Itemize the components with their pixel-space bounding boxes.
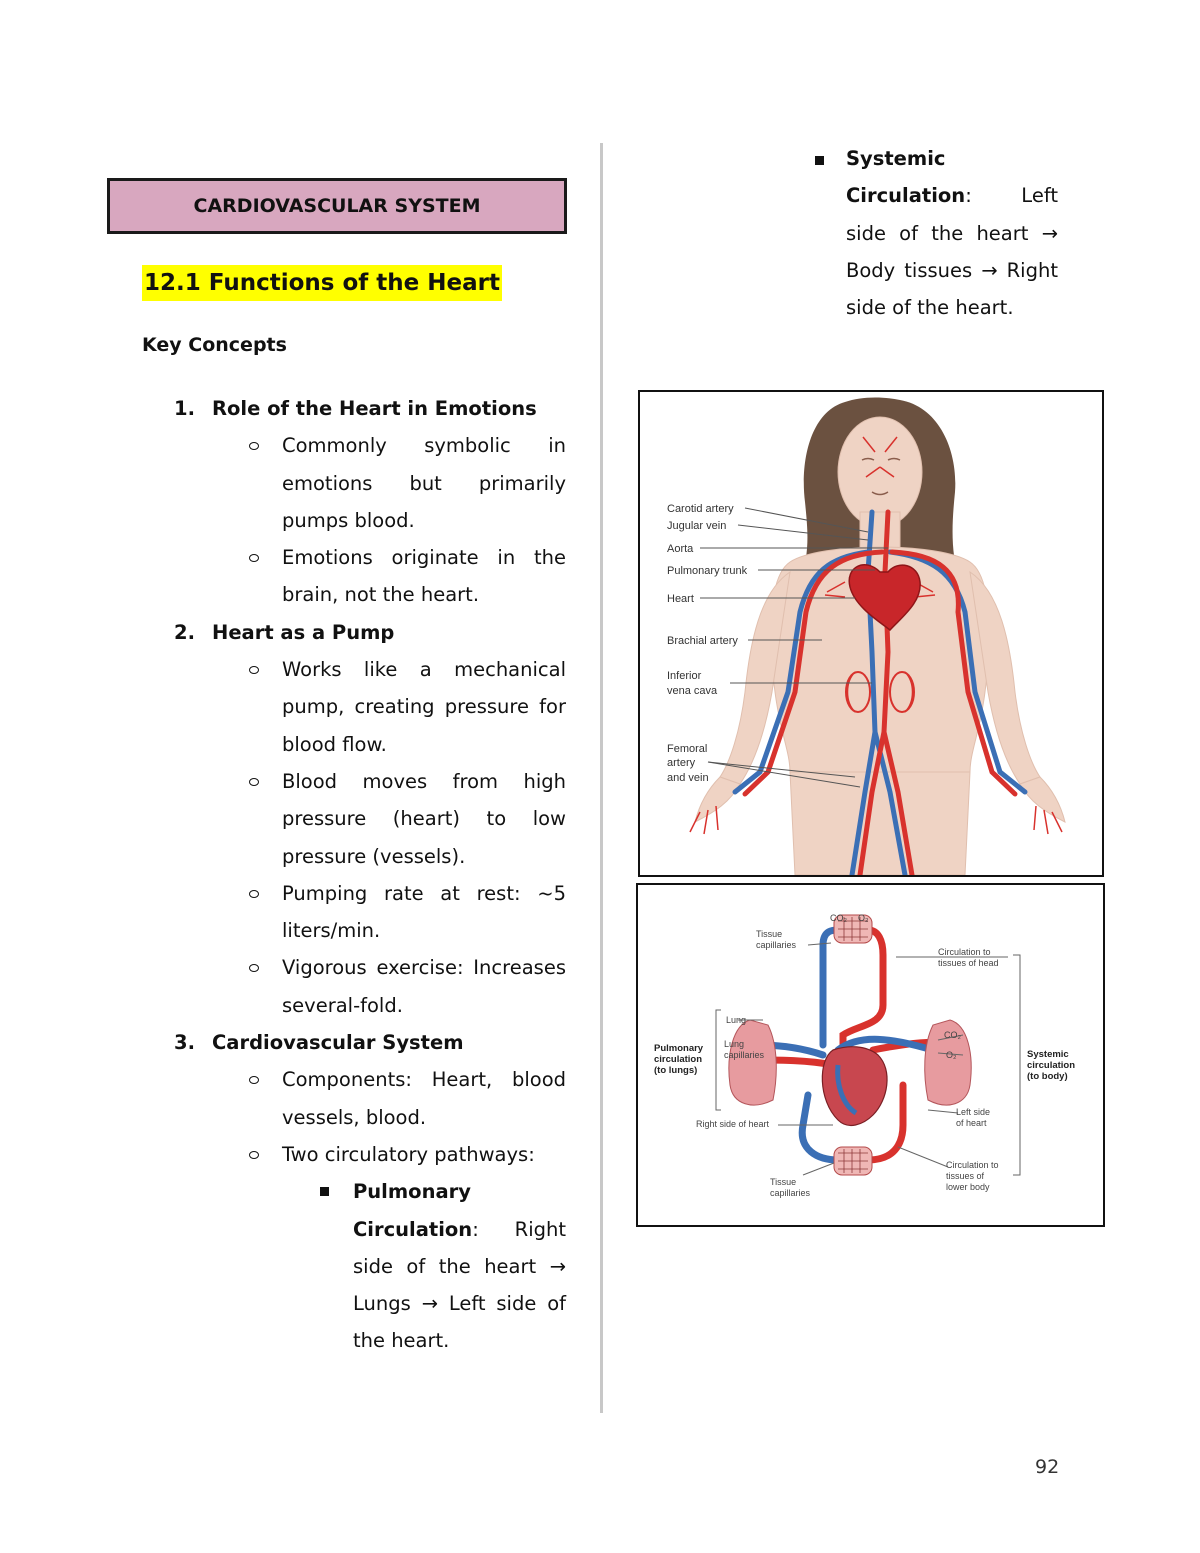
list-item (142, 949, 566, 1024)
pathway-pulmonary (142, 1173, 566, 1359)
key-concepts-heading: Key Concepts (142, 334, 287, 356)
concept-number: 3. (174, 1031, 195, 1055)
list-item (142, 427, 566, 539)
label-tissue-capillaries-bottom-2: capillaries (770, 1188, 811, 1198)
label-co2-top: CO₂ (830, 913, 847, 923)
pathway-systemic (846, 140, 1058, 326)
list-item (142, 875, 566, 950)
label-femoral: Femoral (667, 743, 708, 755)
label-systemic-circulation-3: (to body) (1027, 1071, 1068, 1082)
circle-bullet-icon (249, 442, 259, 450)
bullet-text: Components: Heart, blood vessels, blood. (282, 1068, 566, 1129)
label-tissue-capillaries-top-2: capillaries (756, 940, 797, 950)
circulation-diagram (638, 885, 1103, 1225)
bullet-text: Works like a mechanical pump, creating pressure for blood flow. (282, 658, 566, 756)
concept-number: 2. (174, 620, 195, 644)
label-lung: Lung (726, 1015, 747, 1025)
label-tissue-capillaries-top: Tissue (756, 929, 783, 939)
label-lower-body-3: lower body (946, 1182, 990, 1192)
label-vena-cava: vena cava (667, 685, 718, 697)
circulation-diagram-figure (636, 883, 1105, 1227)
circle-bullet-icon (249, 666, 259, 674)
label-lower-body: Circulation to (946, 1160, 999, 1170)
label-head-circulation-2: tissues of head (938, 958, 999, 968)
body-circulation-illustration (640, 392, 1102, 875)
section-title: 12.1 Functions of the Heart (142, 265, 502, 301)
list-item (142, 651, 566, 763)
list-item (142, 763, 566, 875)
label-o2-right: O₂ (946, 1050, 957, 1060)
label-heart: Heart (667, 593, 694, 605)
bullet-text: Commonly symbolic in emotions but primarily pumps blood. (282, 434, 566, 532)
label-and-vein: and vein (667, 772, 709, 784)
label-lung-capillaries-2: capillaries (724, 1050, 765, 1060)
column-divider (600, 143, 603, 1413)
label-lung-capillaries: Lung (724, 1039, 745, 1049)
label-right-heart: Right side of heart (696, 1119, 770, 1129)
circle-bullet-icon (249, 964, 259, 972)
circle-bullet-icon (249, 554, 259, 562)
pathway-name: Systemic Circulation (846, 147, 966, 208)
label-artery: artery (667, 757, 696, 769)
square-bullet-icon (815, 156, 824, 165)
label-pulmonary-trunk: Pulmonary trunk (667, 565, 748, 577)
label-pulmonary-circulation-2: circulation (654, 1054, 703, 1065)
label-carotid-artery: Carotid artery (667, 503, 734, 515)
pathway-text: : Left side of the heart → Body tissues → Right side of the heart. (846, 184, 1058, 320)
label-pulmonary-circulation-3: (to lungs) (654, 1065, 698, 1076)
label-co2-right: CO₂ (944, 1030, 961, 1040)
circle-bullet-icon (249, 890, 259, 898)
label-jugular-vein: Jugular vein (667, 520, 727, 532)
pathway-text: : Right side of the heart → Lungs → Left side of the heart. (353, 1217, 566, 1353)
concept-1-heading (142, 390, 566, 427)
square-bullet-icon (320, 1187, 329, 1196)
label-pulmonary-circulation: Pulmonary (654, 1043, 704, 1054)
concept-title: Cardiovascular System (212, 1031, 464, 1055)
list-item (142, 1061, 566, 1136)
label-left-heart: Left side (956, 1107, 991, 1117)
circle-bullet-icon (249, 1076, 259, 1084)
list-item (142, 1136, 566, 1173)
pathway-name: Pulmonary Circulation (353, 1180, 473, 1241)
concept-title: Heart as a Pump (212, 620, 395, 644)
body-circulation-figure (638, 390, 1104, 877)
concept-3-heading (142, 1024, 566, 1061)
concept-2-heading (142, 614, 566, 651)
concept-title: Role of the Heart in Emotions (212, 397, 537, 420)
label-head-circulation: Circulation to (938, 947, 991, 957)
list-item (142, 539, 566, 614)
page-number: 92 (1035, 1456, 1060, 1478)
capillary-mesh-bottom (834, 1147, 872, 1175)
label-systemic-circulation: Systemic (1027, 1049, 1069, 1060)
bullet-text: Blood moves from high pressure (heart) to low pressure (vessels). (282, 769, 566, 868)
label-brachial-artery: Brachial artery (667, 635, 738, 647)
label-left-heart-2: of heart (956, 1118, 987, 1128)
bullet-text: Emotions originate in the brain, not the heart. (282, 546, 566, 607)
bullet-text: Vigorous exercise: Increases several-fold. (282, 956, 566, 1017)
concepts-list (142, 390, 566, 1360)
circle-bullet-icon (249, 1151, 259, 1159)
label-o2-top: O₂ (858, 913, 869, 923)
label-lower-body-2: tissues of (946, 1171, 985, 1181)
header-title: CARDIOVASCULAR SYSTEM (193, 195, 481, 217)
label-tissue-capillaries-bottom: Tissue (770, 1177, 797, 1187)
circle-bullet-icon (249, 778, 259, 786)
label-systemic-circulation-2: circulation (1027, 1060, 1076, 1071)
label-inferior: Inferior (667, 670, 702, 682)
bullet-text: Pumping rate at rest: ~5 liters/min. (282, 881, 566, 943)
concept-number: 1. (174, 397, 195, 420)
label-aorta: Aorta (667, 543, 694, 555)
bullet-text: Two circulatory pathways: (282, 1142, 535, 1166)
section-header-box (107, 178, 567, 234)
